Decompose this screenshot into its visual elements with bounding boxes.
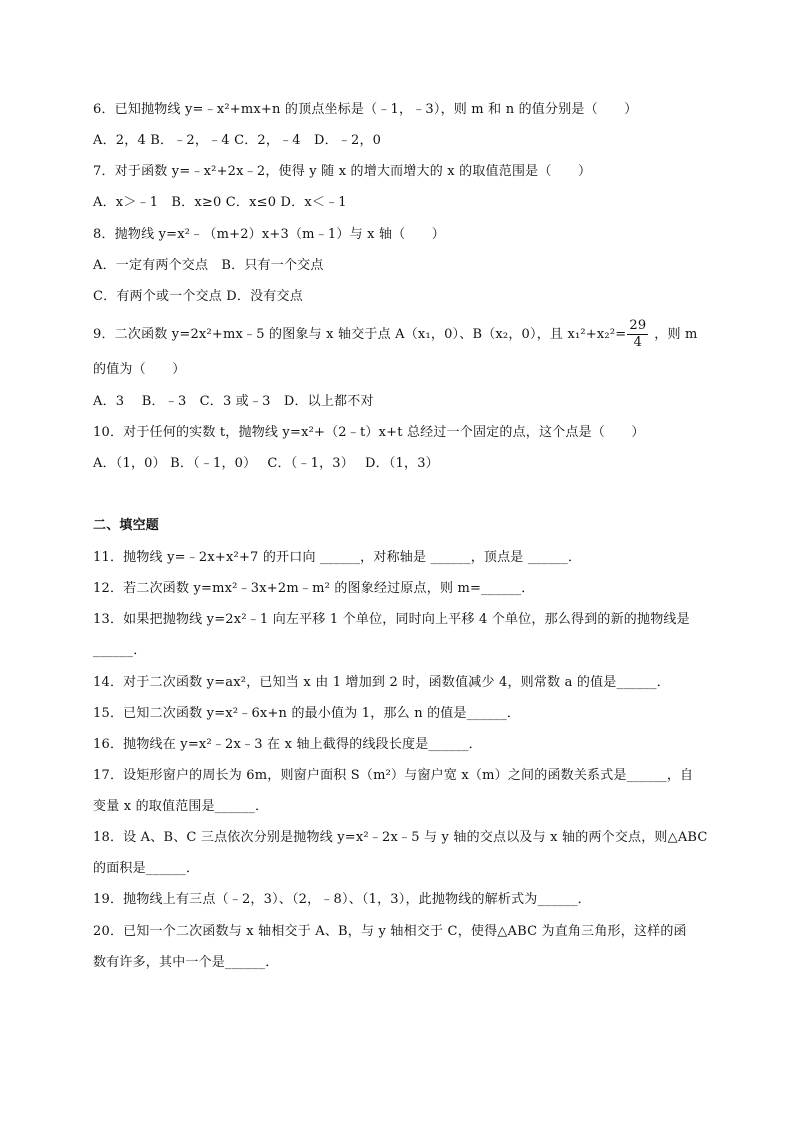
q15: 15．已知二次函数 y=x²﹣6x+n 的最小值为 1，那么 n 的值是______．: [93, 706, 521, 721]
q9-stem-cont: 的值为（ ）: [93, 362, 186, 377]
q9-stem: [93, 318, 698, 351]
q7-options: A．x＞﹣1 B．x≥0 C．x≤0 D．x＜﹣1: [93, 195, 347, 210]
q19: 19．抛物线上有三点（﹣2，3）、（2，﹣8）、（1，3），此抛物线的解析式为______．: [93, 892, 591, 907]
q18-line2: 的面积是______．: [93, 861, 200, 876]
q6-stem: 6．已知抛物线 y=﹣x²+mx+n 的顶点坐标是（﹣1，﹣3），则 m 和 n 的值分别是（ ）: [93, 102, 638, 117]
q10-stem: 10．对于任何的实数 t，抛物线 y=x²+（2﹣t）x+t 总经过一个固定的点，这个点是（ ）: [93, 425, 645, 440]
q16: 16．抛物线在 y=x²﹣2x﹣3 在 x 轴上截得的线段长度是______．: [93, 737, 482, 752]
q8-options-line2: C．有两个或一个交点 D．没有交点: [93, 289, 303, 304]
q8-options-line1: A．一定有两个交点 B．只有一个交点: [93, 258, 324, 273]
q20-line1: 20．已知一个二次函数与 x 轴相交于 A、B，与 y 轴相交于 C，使得△ABC 为直角三角形，这样的函: [93, 924, 687, 939]
q17-line1: 17．设矩形窗户的周长为 6m，则窗户面积 S（m²）与窗户宽 x（m）之间的函数关系式是______，自: [93, 768, 694, 783]
q9-fraction-denominator: 4: [633, 335, 643, 350]
q10-options: A．（1，0） B．（﹣1，0） C．（﹣1，3） D．（1，3）: [93, 456, 439, 471]
q9-fraction: [627, 318, 648, 351]
q18-line1: 18．设 A、B、C 三点依次分别是抛物线 y=x²﹣2x﹣5 与 y 轴的交点以及与 x 轴的两个交点，则△ABC: [93, 830, 708, 845]
q9-stem-after: ，则 m: [654, 327, 698, 342]
q6-options: A．2，4 B．﹣2，﹣4 C．2，﹣4 D．﹣2，0: [93, 133, 382, 148]
q9-fraction-numerator: 29: [629, 318, 647, 333]
q12: 12．若二次函数 y=mx²﹣3x+2m﹣m² 的图象经过原点，则 m=______．: [93, 581, 535, 596]
q7-stem: 7．对于函数 y=﹣x²+2x﹣2，使得 y 随 x 的增大而增大的 x 的取值范围是（ ）: [93, 164, 592, 179]
q20-line2: 数有许多，其中一个是______．: [93, 955, 279, 970]
q9-stem-before: 9．二次函数 y=2x²+mx﹣5 的图象与 x 轴交于点 A（x₁，0）、B（x₂，0），且 x₁²+x₂²=: [93, 327, 627, 342]
q13-line1: 13．如果把抛物线 y=2x²﹣1 向左平移 1 个单位，同时向上平移 4 个单位，那么得到的新的抛物线是: [93, 612, 690, 627]
q9-options: A．3 B．﹣3 C．3 或﹣3 D．以上都不对: [93, 394, 374, 409]
section-title-fill-blank: 二、填空题: [93, 518, 160, 533]
q8-stem: 8．抛物线 y=x²﹣（m+2）x+3（m﹣1）与 x 轴（ ）: [93, 227, 445, 242]
q11: 11．抛物线 y=﹣2x+x²+7 的开口向 ______，对称轴是 ______，顶点是 ______．: [93, 550, 582, 565]
q14: 14．对于二次函数 y=ax²，已知当 x 由 1 增加到 2 时，函数值减少 4，则常数 a 的值是______．: [93, 675, 670, 690]
q13-line2: ______．: [93, 643, 147, 658]
q17-line2: 变量 x 的取值范围是______．: [93, 799, 269, 814]
